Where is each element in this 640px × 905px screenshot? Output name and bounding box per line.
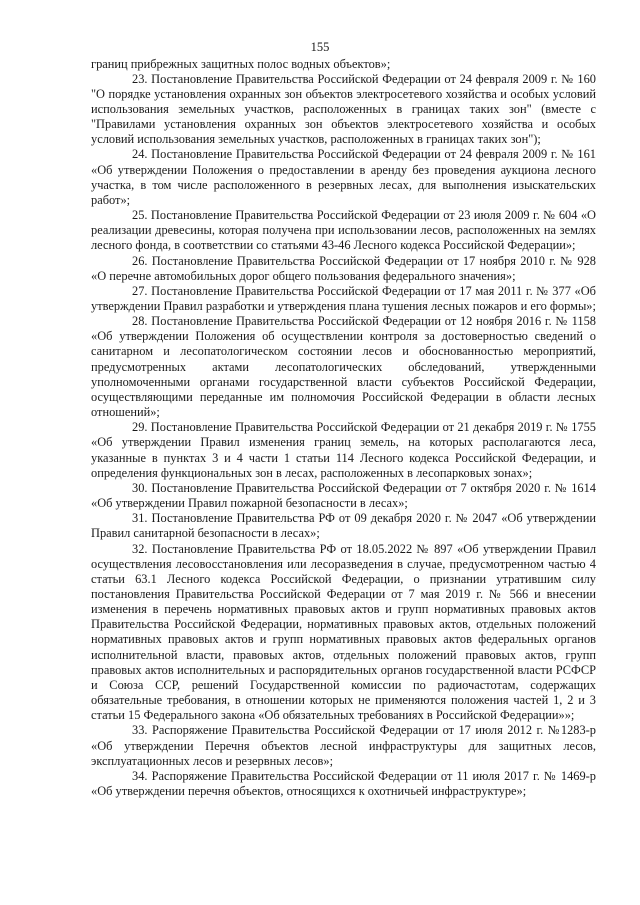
list-item-27: 27. Постановление Правительства Российской Федерации от 17 мая 2011 г. № 377 «Об утверждении Правил разработки и утверждения плана тушения лесных пожаров и его формы»; — [91, 283, 596, 313]
paragraph-continuation: границ прибрежных защитных полос водных объектов»; — [91, 56, 391, 71]
list-item-30: 30. Постановление Правительства Российской Федерации от 7 октября 2020 г. № 1614 «Об утверждении Правил пожарной безопасности в лесах»; — [91, 480, 596, 511]
list-item-32: 32. Постановление Правительства РФ от 18.05.2022 № 897 «Об утверждении Правил осуществления лесовосстановления или лесоразведения в случае, предусмотренном частью 4 статьи 63.1 Лесного кодекса Российской Федерации, о признании утратившим силу постановления Правительства Российской Федерации от 7 мая 2019 г. № 566 и внесении изменения в перечень нормативных правовых актов и групп нормативных правовых актов Правительства Российской Федерации, нормативных правовых актов, отдельных положений нормативных правовых актов и групп нормативных правовых актов федеральных органов исполнительной власти, правовых актов, отдельных положений правовых актов, групп правовых актов исполнительных и распорядительных органов государственной власти РСФСР и Союза ССР, решений Государственной комиссии по радиочастотам, содержащих обязательные требования, в отношении которых не применяются положения частей 1, 2 и 3 статьи 15 Федерального закона «Об обязательных требованиях в Российской Федерации»»; — [91, 541, 596, 723]
list-item-34: 34. Распоряжение Правительства Российской Федерации от 11 июля 2017 г. № 1469-р «Об утверждении перечня объектов, относящихся к охотничьей инфраструктуре»; — [91, 768, 596, 798]
list-item-28: 28. Постановление Правительства Российской Федерации от 12 ноября 2016 г. № 1158 «Об утверждении Положения об осуществлении контроля за достоверностью сведений о санитарном и лесопатологическом состоянии лесов и обоснованностью мероприятий, предусмотренных актами лесопатологических обследований, утвержденными уполномоченными органами государственной власти субъектов Российской Федерации, осуществляющими переданные им полномочия Российской Федерации в области лесных отношений»; — [91, 314, 596, 420]
list-item-24: 24. Постановление Правительства Российской Федерации от 24 февраля 2009 г. № 161 «Об утверждении Положения о предоставлении в аренду без проведения аукциона лесного участка, в том числе расположенного в резервных лесах, для выполнения изыскательских работ»; — [91, 147, 596, 207]
page-number: 155 — [310, 40, 330, 54]
document-body — [91, 57, 596, 800]
list-item-29: 29. Постановление Правительства Российской Федерации от 21 декабря 2019 г. № 1755 «Об утверждении Правил изменения границ земель, на которых располагаются леса, указанные в пунктах 3 и 4 части 1 статьи 114 Лесного кодекса Российской Федерации, и определения функциональных зон в лесах, расположенных в лесопарковых зонах»; — [91, 420, 596, 480]
list-item-26: 26. Постановление Правительства Российской Федерации от 17 ноября 2010 г. № 928 «О перечне автомобильных дорог общего пользования федерального значения»; — [91, 253, 596, 283]
list-item-23: 23. Постановление Правительства Российской Федерации от 24 февраля 2009 г. № 160 "О порядке установления охранных зон объектов электросетевого хозяйства и особых условий использования земельных участков, расположенных в границах таких зон" (вместе с "Правилами установления охранных зон объектов электросетевого хозяйства и особых условий использования земельных участков, расположенных в границах таких зон"); — [91, 71, 596, 147]
list-item-31: 31. Постановление Правительства РФ от 09 декабря 2020 г. № 2047 «Об утверждении Правил санитарной безопасности в лесах»; — [91, 511, 596, 541]
list-item-25: 25. Постановление Правительства Российской Федерации от 23 июля 2009 г. № 604 «О реализации древесины, которая получена при использовании лесов, расположенных на землях лесного фонда, в соответствии со статьями 43-46 Лесного кодекса Российской Федерации»; — [91, 208, 596, 253]
list-item-33: 33. Распоряжение Правительства Российской Федерации от 17 июля 2012 г. №1283-р «Об утверждении Перечня объектов лесной инфраструктуры для защитных лесов, эксплуатационных лесов и резервных лесов»; — [91, 723, 596, 768]
